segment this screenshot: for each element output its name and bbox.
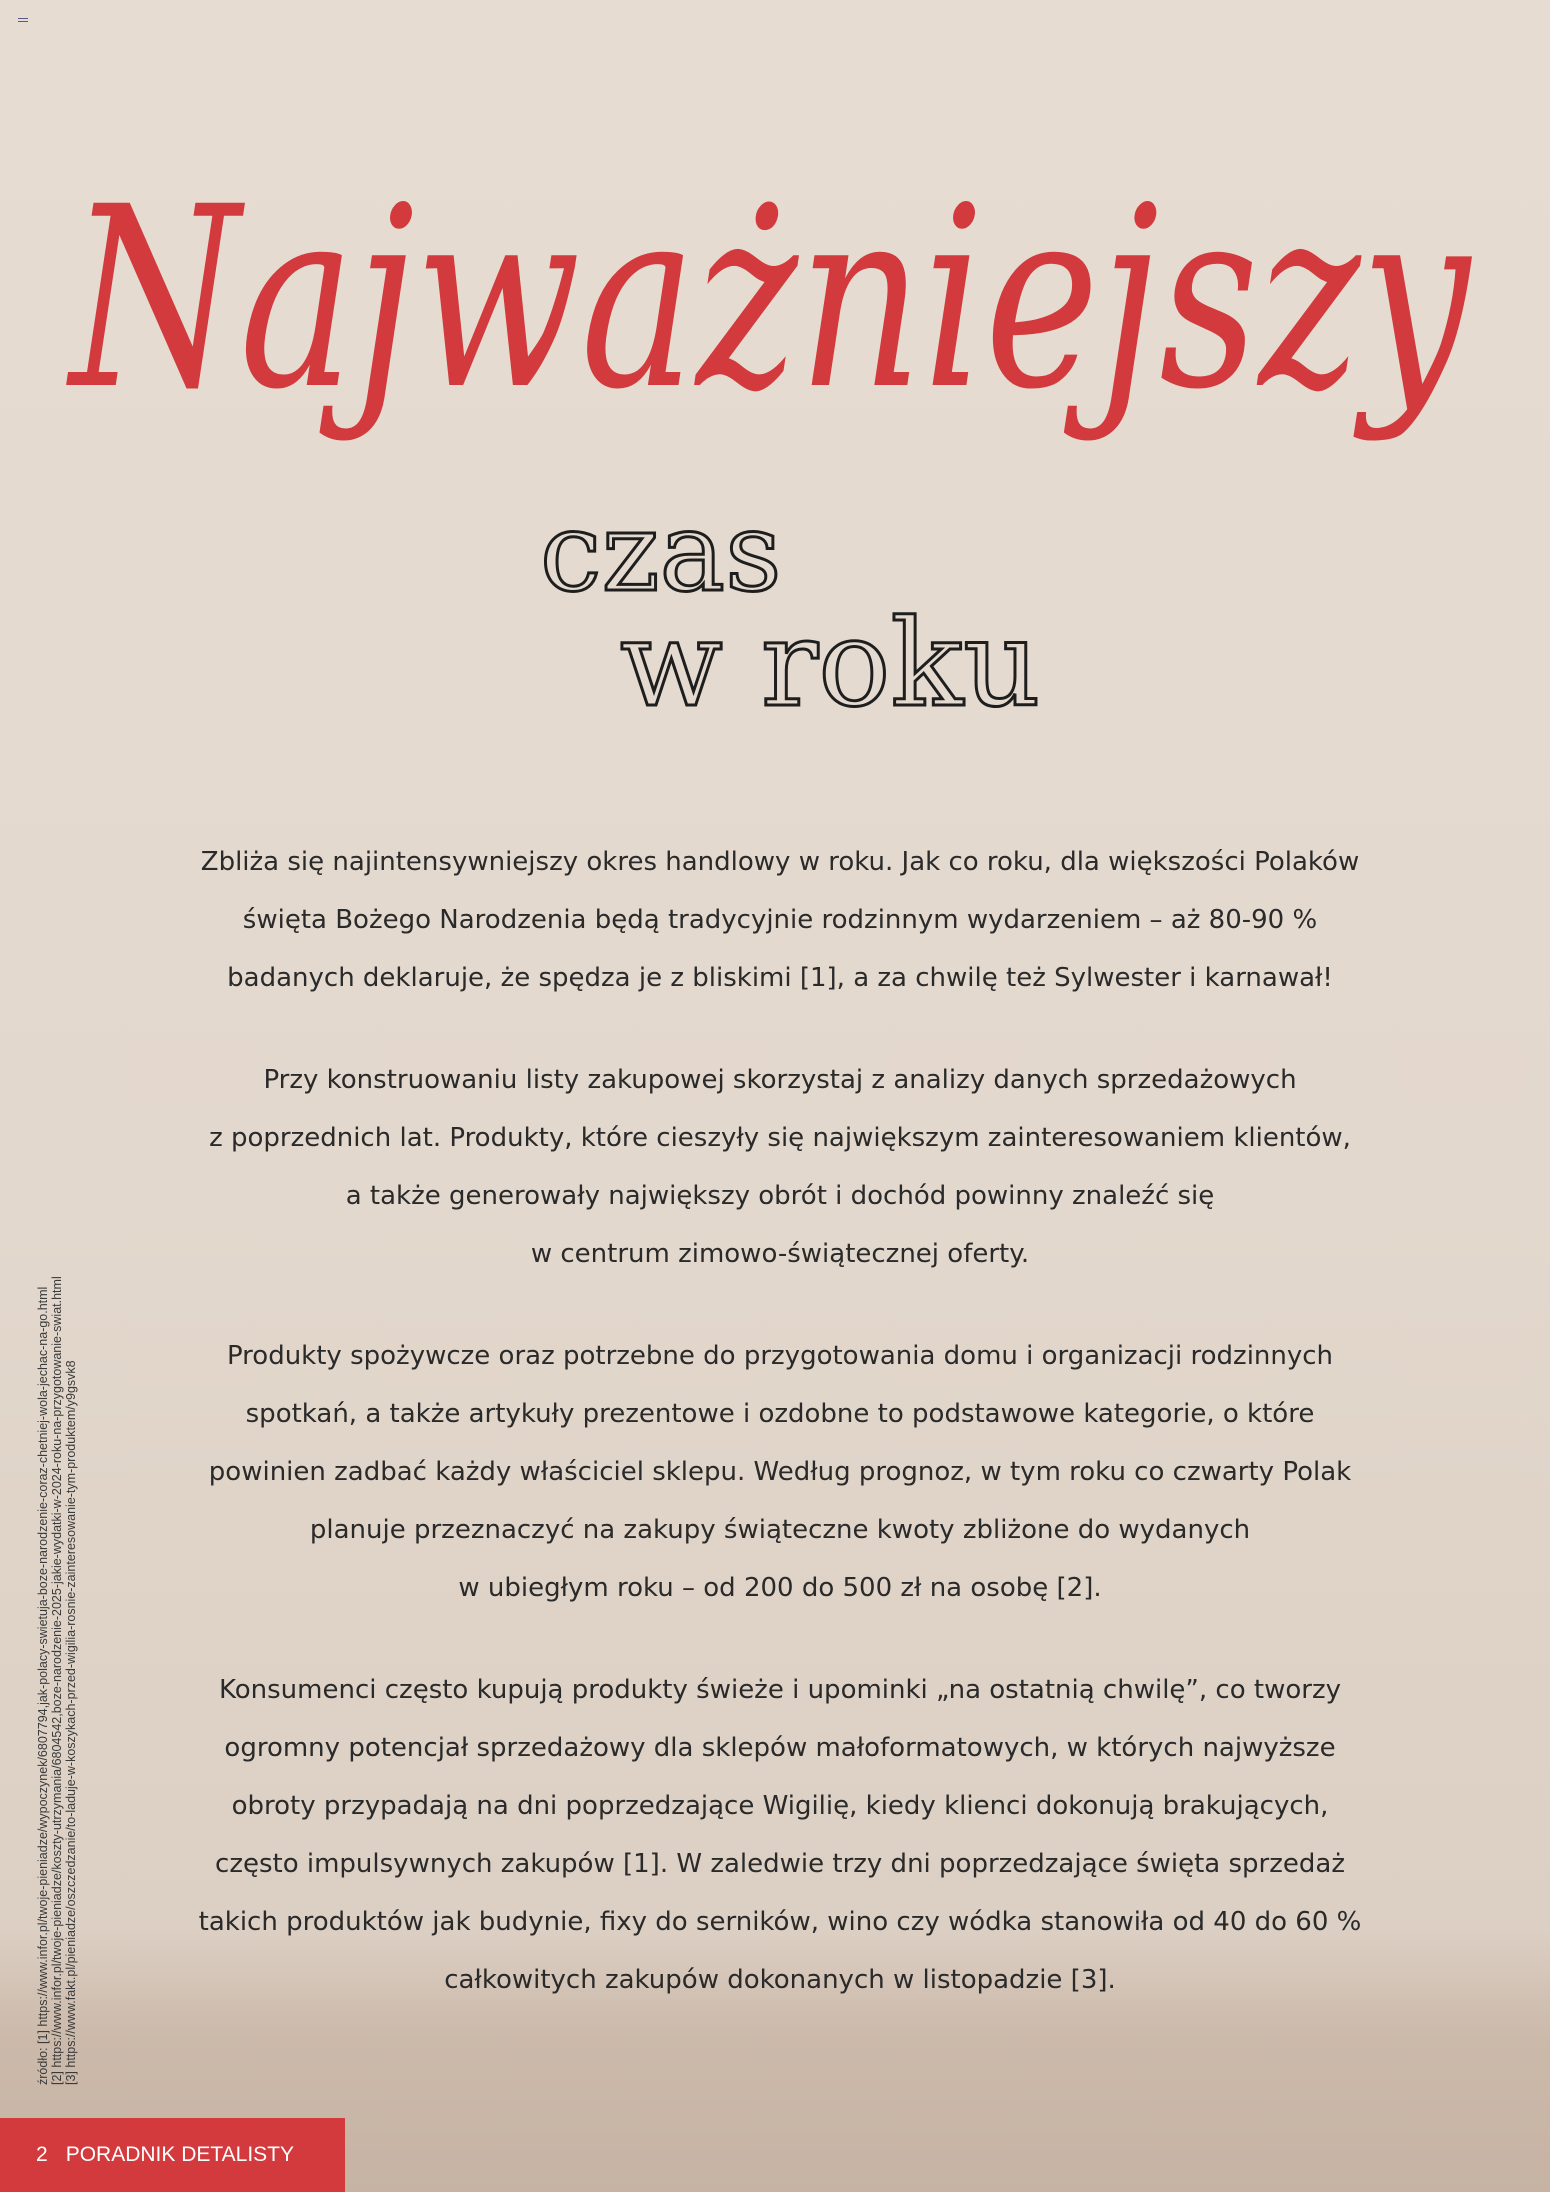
footer-bar: [0, 2118, 345, 2192]
publication-name: PORADNIK DETALISTY: [65, 2143, 295, 2166]
corner-mark: [18, 18, 28, 24]
article-body: [170, 833, 1390, 2053]
subtitle-line-2: w roku: [620, 595, 1041, 734]
paragraph-2: Przy konstruowaniu listy zakupowej skorzystaj z analizy danych sprzedażowych z poprzednich lat. Produkty, które cieszyły się największym zainteresowaniem klientów, a także generowały największy obrót i dochód powinny znaleźć się w centrum zimowo-świątecznej oferty.: [209, 1065, 1351, 1269]
headline-subtitle: [540, 500, 1060, 740]
subtitle-line-1: czas: [540, 500, 782, 616]
page-number: 2: [36, 2143, 48, 2166]
headline-script: [60, 120, 1480, 560]
paragraph-4: Konsumenci często kupują produkty świeże i upominki „na ostatnią chwilę”, co tworzy ogromny potencjał sprzedażowy dla sklepów małoformatowych, w których najwyższe obroty przypadają na dni poprzedzające Wigilię, kiedy klienci dokonują brakujących, często impulsywnych zakupów [1]. W zaledwie trzy dni poprzedzające święta sprzedaż takich produktów jak budynie, fixy do serników, wino czy wódka stanowiła od 40 do 60 % całkowitych zakupów dokonanych w listopadzie [3].: [198, 1675, 1362, 1995]
paragraph-3: Produkty spożywcze oraz potrzebne do przygotowania domu i organizacji rodzinnych spotkań, a także artykuły prezentowe i ozdobne to podstawowe kategorie, o które powinien zadbać każdy właściciel sklepu. Według prognoz, w tym roku co czwarty Polak planuje przeznaczyć na zakupy świąteczne kwoty zbliżone do wydanych w ubiegłym roku – od 200 do 500 zł na osobę [2].: [208, 1341, 1352, 1603]
headline-text: Najważniejszy: [66, 153, 1473, 444]
paragraph-1: Zbliża się najintensywniejszy okres handlowy w roku. Jak co roku, dla większości Polaków święta Bożego Narodzenia będą tradycyjnie rodzinnym wydarzeniem – aż 80-90 % badanych deklaruje, że spędza je z bliskimi [1], a za chwilę też Sylwester i karnawał!: [200, 847, 1360, 993]
sources-footnote: źródło: [1] https://www.infor.pl/twoje-pieniadze/wypoczynek/6807794,jak-polacy-swietuja-boze-narodzenie-coraz-chetniej-wola-jechac-na-go.html [2] https://www.infor.pl/twoje-pieniadze/koszty-utrzymania/6804542,boze-narodzenie-2025-jakie-wydatki-w-2024-roku-na-przygotowanie-swiat.html [3] https://www.fakt.pl/pieniadze/oszczedzanie/to-laduje-w-koszykach-przed-wigilia-rosnie-zainteresowanie-tym-produktem/y9gsvk8: [36, 1276, 78, 2085]
